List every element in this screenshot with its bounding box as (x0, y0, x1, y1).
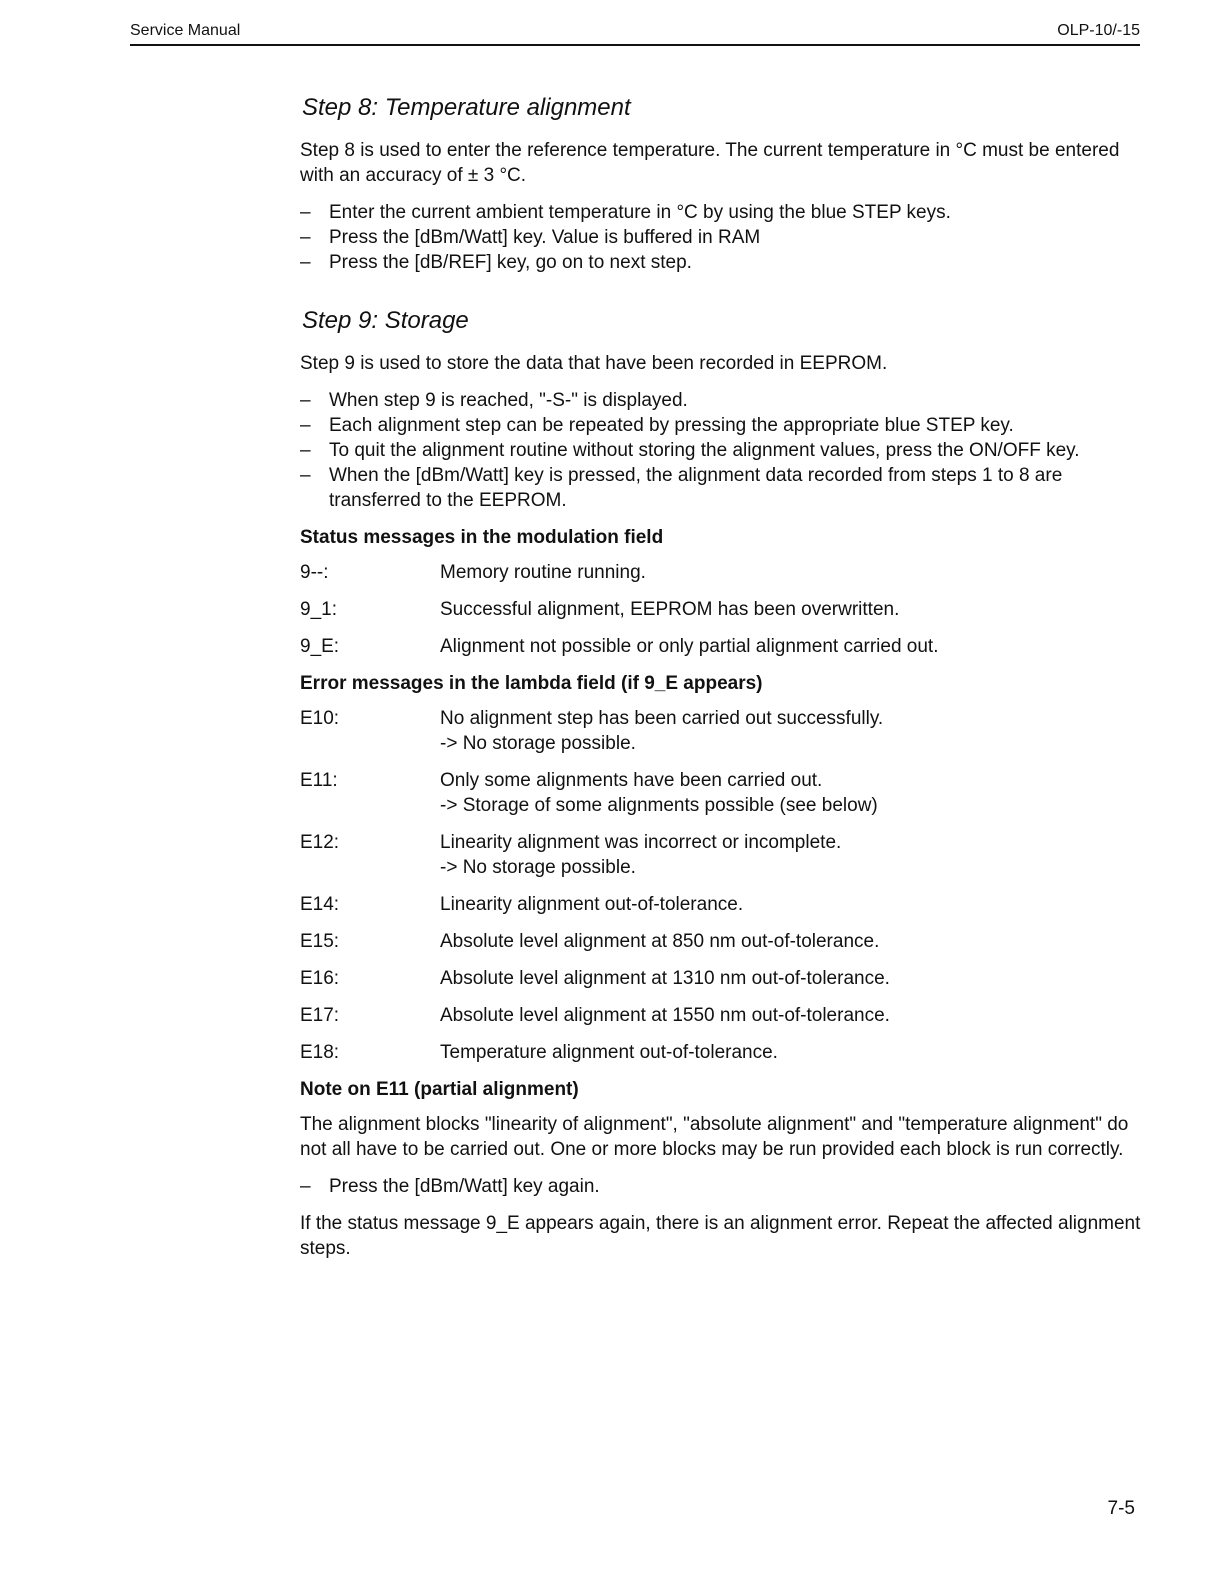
status-code: 9--: (300, 562, 329, 583)
header-title: Service Manual (130, 22, 241, 39)
error-code: E16: (300, 968, 340, 989)
list-item: – Each alignment step can be repeated by pressing the appropriate blue STEP key. (300, 413, 1145, 438)
note-section (300, 1077, 1145, 1261)
step9-intro: Step 9 is used to store the data that have been recorded in EEPROM. (300, 353, 888, 374)
error-row (300, 929, 1145, 954)
error-row (300, 1003, 1145, 1028)
step9-title: Step 9: Storage (302, 307, 469, 334)
note-heading: Note on E11 (partial alignment) (300, 1079, 579, 1100)
list-item: – When the [dBm/Watt] key is pressed, the alignment data recorded from steps 1 to 8 are transferred to the EEPROM. (300, 463, 1145, 513)
error-code: E10: (300, 708, 340, 729)
step9-section (300, 305, 1145, 513)
step8-intro: Step 8 is used to enter the reference temperature. The current temperature in °C must be entered with an accuracy of ± 3 °C. (300, 140, 1120, 186)
error-row (300, 892, 1145, 917)
page-header (130, 20, 1140, 46)
page-content (300, 92, 1145, 1273)
error-code: E18: (300, 1042, 340, 1063)
error-row (300, 706, 1145, 756)
error-sub: -> No storage possible. (440, 857, 636, 878)
error-text: Temperature alignment out-of-tolerance. (440, 1042, 778, 1063)
error-row (300, 1040, 1145, 1065)
error-text: Linearity alignment out-of-tolerance. (440, 894, 744, 915)
status-text: Alignment not possible or only partial alignment carried out. (440, 636, 939, 657)
step8-title: Step 8: Temperature alignment (302, 94, 631, 121)
status-code: 9_E: (300, 636, 340, 657)
error-text: Absolute level alignment at 850 nm out-of-tolerance. (440, 931, 880, 952)
header-model: OLP-10/-15 (1057, 22, 1140, 39)
note-followup: If the status message 9_E appears again, there is an alignment error. Repeat the affected alignment steps. (300, 1213, 1141, 1259)
list-item: – Enter the current ambient temperature in °C by using the blue STEP keys. (300, 200, 1145, 225)
error-sub: -> No storage possible. (440, 733, 636, 754)
error-row (300, 768, 1145, 818)
status-text: Successful alignment, EEPROM has been overwritten. (440, 599, 900, 620)
page-number: 7-5 (1107, 1498, 1135, 1519)
status-heading: Status messages in the modulation field (300, 527, 664, 548)
status-row (300, 560, 1145, 585)
step8-list (300, 200, 1145, 275)
error-code: E14: (300, 894, 340, 915)
status-text: Memory routine running. (440, 562, 646, 583)
note-list (300, 1174, 1145, 1199)
step9-list (300, 388, 1145, 513)
error-code: E12: (300, 832, 340, 853)
error-text: Absolute level alignment at 1550 nm out-of-tolerance. (440, 1005, 890, 1026)
list-item: – When step 9 is reached, "-S-" is displayed. (300, 388, 1145, 413)
errors-heading: Error messages in the lambda field (if 9_E appears) (300, 673, 763, 694)
errors-section (300, 671, 1145, 1065)
step8-section (300, 92, 1145, 275)
error-row (300, 830, 1145, 880)
note-text: The alignment blocks "linearity of alignment", "absolute alignment" and "temperature alignment" do not all have to be carried out. One or more blocks may be run provided each block is run correctly. (300, 1114, 1129, 1160)
error-text: Only some alignments have been carried out. (440, 770, 823, 791)
error-text: Linearity alignment was incorrect or incomplete. (440, 832, 842, 853)
list-item: – To quit the alignment routine without storing the alignment values, press the ON/OFF key. (300, 438, 1145, 463)
error-row (300, 966, 1145, 991)
error-code: E15: (300, 931, 340, 952)
status-row (300, 597, 1145, 622)
error-text: Absolute level alignment at 1310 nm out-of-tolerance. (440, 968, 890, 989)
status-code: 9_1: (300, 599, 337, 620)
error-sub: -> Storage of some alignments possible (see below) (440, 795, 878, 816)
error-text: No alignment step has been carried out successfully. (440, 708, 884, 729)
error-code: E17: (300, 1005, 340, 1026)
list-item: – Press the [dB/REF] key, go on to next step. (300, 250, 1145, 275)
list-item: – Press the [dBm/Watt] key again. (300, 1174, 1145, 1199)
status-section (300, 525, 1145, 659)
error-code: E11: (300, 770, 338, 791)
status-row (300, 634, 1145, 659)
list-item: – Press the [dBm/Watt] key. Value is buffered in RAM (300, 225, 1145, 250)
